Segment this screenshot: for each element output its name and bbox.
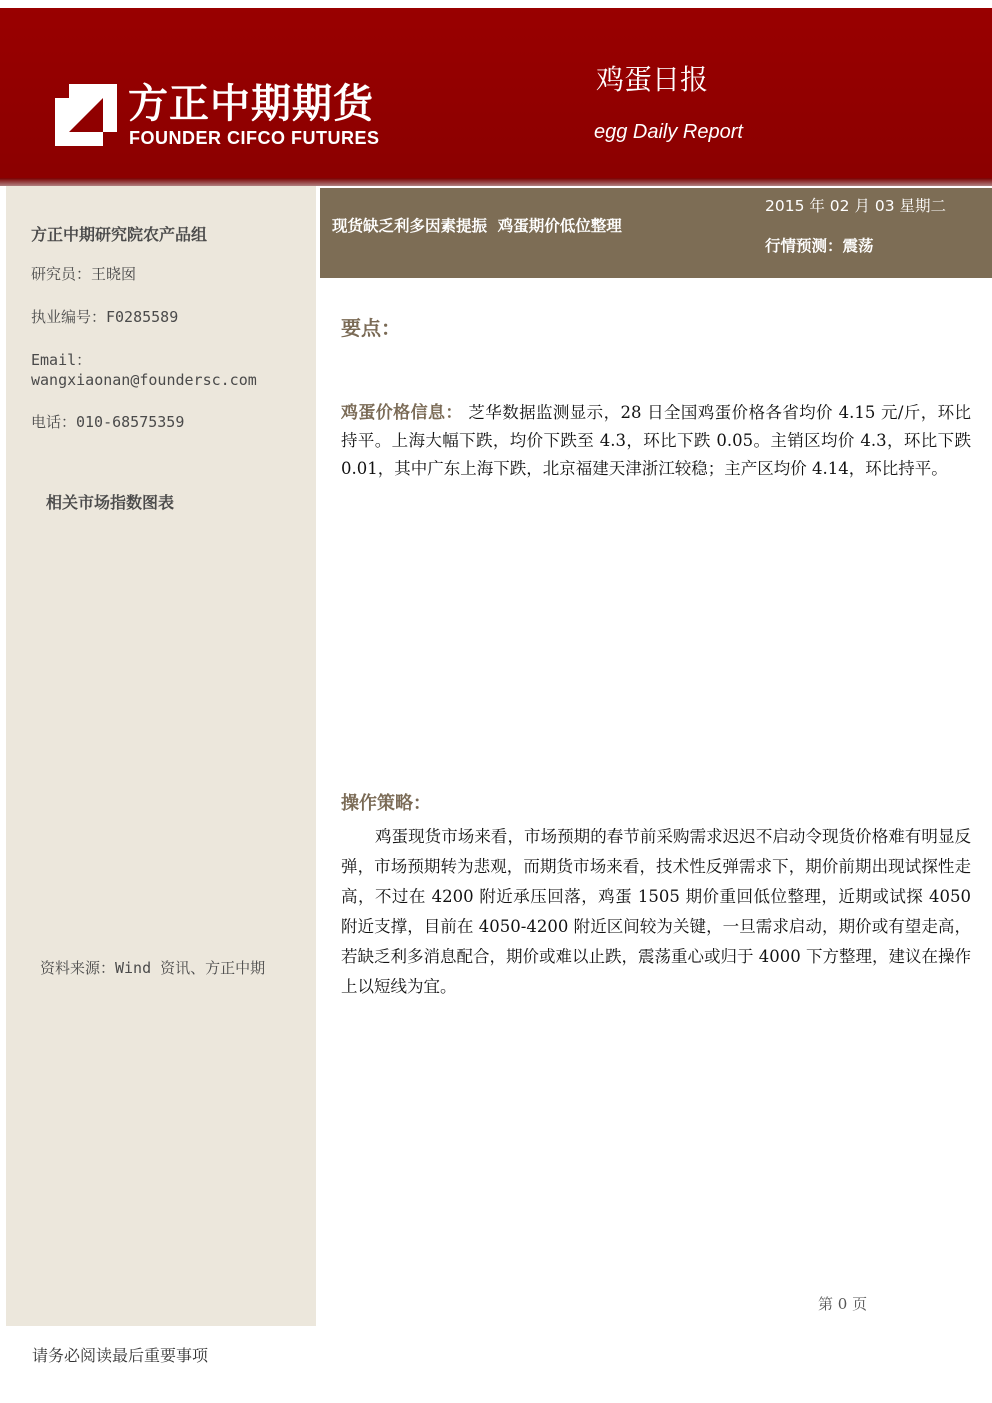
price-info-paragraph xyxy=(341,399,971,483)
researcher-name: 研究员：王晓囡 xyxy=(31,265,137,283)
email-address[interactable]: wangxiaonan@foundersc.com xyxy=(31,371,257,389)
report-title: 鸡蛋日报 xyxy=(596,63,709,96)
banner-headline: 现货缺乏利多因素提振 鸡蛋期价低位整理 xyxy=(332,217,622,235)
key-points-heading: 要点： xyxy=(341,316,401,340)
phone-number: 电话：010-68575359 xyxy=(31,413,185,431)
license-number: 执业编号：F0285589 xyxy=(31,308,179,326)
research-group: 方正中期研究院农产品组 xyxy=(31,225,208,244)
strategy-paragraph xyxy=(341,822,971,1002)
founder-logo-icon xyxy=(55,84,117,146)
price-info-label: 鸡蛋价格信息： xyxy=(341,403,463,423)
email-label: Email： xyxy=(31,351,92,369)
disclaimer-notice: 请务必阅读最后重要事项 xyxy=(32,1346,209,1365)
company-name-en: FOUNDER CIFCO FUTURES xyxy=(129,128,380,148)
report-subtitle: egg Daily Report xyxy=(594,121,743,143)
page-number: 第 0 页 xyxy=(818,1295,868,1313)
strategy-text: 鸡蛋现货市场来看，市场预期的春节前采购需求迟迟不启动令现货价格难有明显反弹，市场预期转为悲观，而期货市场来看，技术性反弹需求下，期价前期出现试探性走高，不过在 4200 附近承压回落，鸡蛋 1505 期价重回低位整理，近期或试探 4050 附近支撑，目前在 4050-4200 附近区间较为关键，一旦需求启动，期价或有望走高，若缺乏利多消息配合，期价或难以止跌，震荡重心或归于 4000 下方整理，建议在操作上以短线为宜。 xyxy=(341,827,971,996)
related-charts-title: 相关市场指数图表 xyxy=(46,493,175,512)
market-forecast: 行情预测：震荡 xyxy=(765,237,874,255)
company-name-cn: 方正中期期货 xyxy=(128,81,374,127)
strategy-heading: 操作策略： xyxy=(341,793,431,814)
price-info-text: 芝华数据监测显示，28 日全国鸡蛋价格各省均价 4.15 元/斤，环比持平。上海大幅下跌，均价下跌至 4.3，环比下跌 0.05。主销区均价 4.3，环比下跌 0.01，其中广东上海下跌，北京福建天津浙江较稳；主产区均价 4.14，环比持平。 xyxy=(341,403,971,478)
header-divider xyxy=(0,178,992,186)
data-source: 资料来源：Wind 资讯、方正中期 xyxy=(40,959,266,977)
report-date: 2015 年 02 月 03 星期二 xyxy=(765,197,947,215)
